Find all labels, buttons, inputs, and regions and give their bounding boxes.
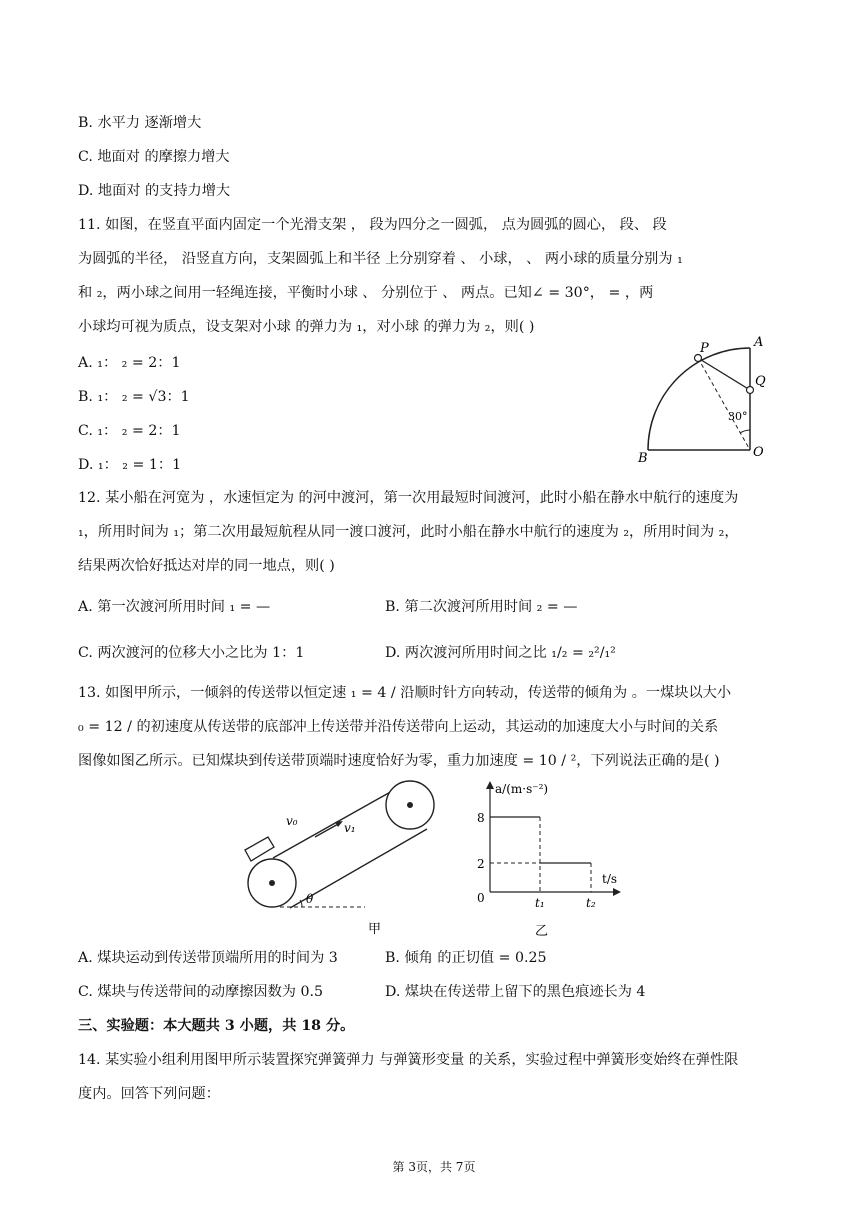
coal-block [245, 837, 274, 861]
label-y-axis: a/(m·s⁻²) [495, 782, 549, 796]
option-d-q10: D. 地面对 的支持力增大 [78, 183, 231, 199]
option-d-q11: D. ₁： ₂ = 1：1 [78, 457, 182, 473]
question-14-line1: 14. 某实验小组利用图甲所示装置探究弹簧弹力 与弹簧形变量 的关系，实验过程中弹簧形变始终在弹性限 [78, 1052, 739, 1068]
option-b-q11: B. ₁： ₂ = √3：1 [78, 389, 190, 405]
label-v1: v₁ [344, 821, 356, 835]
figure-13-jia [240, 775, 440, 940]
tick-t1: t₁ [535, 896, 545, 910]
tick-t2: t₂ [586, 896, 596, 910]
v1-arrow [315, 823, 340, 837]
option-d-q12: D. 两次渡河所用时间之比 ₁/₂ = ₂²/₁² [385, 645, 616, 661]
label-p: P [700, 341, 709, 356]
label-theta: θ [306, 892, 314, 906]
question-13-line3: 图像如图乙所示。已知煤块到传送带顶端时速度恰好为零，重力加速度 = 10 / ²，下列说法正确的是( ) [78, 753, 720, 769]
figure-13-yi [465, 775, 640, 940]
section-3-heading: 三、实验题：本大题共 3 小题，共 18 分。 [78, 1018, 355, 1034]
option-a-q13: A. 煤块运动到传送带顶端所用的时间为 3 [78, 950, 338, 966]
angle-arc [740, 430, 750, 433]
label-jia: 甲 [368, 922, 382, 937]
option-a-q11: A. ₁： ₂ = 2：1 [78, 355, 181, 371]
question-12-line1: 12. 某小船在河宽为 ，水速恒定为 的河中渡河，第一次用最短时间渡河，此时小船在静水中航行的速度为 [78, 490, 739, 506]
label-v0: v₀ [286, 814, 298, 828]
tick-0: 0 [477, 891, 485, 905]
label-o: O [753, 445, 764, 460]
option-b-q12: B. 第二次渡河所用时间 ₂ = — [385, 599, 578, 615]
label-angle: 30° [728, 410, 748, 423]
label-b: B [638, 451, 648, 465]
question-11-line1: 11. 如图，在竖直平面内固定一个光滑支架 ， 段为四分之一圆弧， 点为圆弧的圆心， 段、 段 [78, 217, 667, 233]
option-a-q12: A. 第一次渡河所用时间 ₁ = — [78, 599, 271, 615]
option-d-q13: D. 煤块在传送带上留下的黑色痕迹长为 4 [385, 984, 646, 1000]
rope-pq [698, 358, 750, 390]
question-11-line2: 为圆弧的半径， 沿竖直方向，支架圆弧上和半径 上分别穿着 、 小球， 、 两小球的质量分别为 ₁ [78, 251, 683, 267]
label-q: Q [755, 374, 766, 389]
question-12-line3: 结果两次恰好抵达对岸的同一地点，则( ) [78, 558, 335, 574]
ball-q [747, 387, 754, 394]
question-11-line4: 小球均可视为质点，设支架对小球 的弹力为 ₁，对小球 的弹力为 ₂，则( ) [78, 319, 535, 335]
option-c-q10: C. 地面对 的摩擦力增大 [78, 149, 230, 165]
label-yi: 乙 [535, 924, 549, 939]
page-footer: 第 3页，共 7页 [392, 1160, 476, 1174]
option-c-q12: C. 两次渡河的位移大小之比为 1：1 [78, 645, 305, 661]
tick-8: 8 [477, 811, 485, 825]
question-12-line2: ₁，所用时间为 ₁；第二次用最短航程从同一渡口渡河，此时小船在静水中航行的速度为 ₂，所用时间为 ₂， [78, 524, 739, 540]
question-13-line2: ₀ = 12 / 的初速度从传送带的底部冲上传送带并沿传送带向上运动，其运动的加速度大小与时间的关系 [78, 719, 719, 735]
option-c-q13: C. 煤块与传送带间的动摩擦因数为 0.5 [78, 984, 324, 1000]
dashed-po [698, 358, 750, 450]
figure-11 [630, 330, 770, 465]
question-13-line1: 13. 如图甲所示，一倾斜的传送带以恒定速 ₁ = 4 / 沿顺时针方向转动，传送带的倾角为 。一煤块以大小 [78, 685, 732, 701]
tick-2: 2 [477, 857, 485, 871]
question-11-line3: 和 ₂，两小球之间用一轻绳连接，平衡时小球 、 分别位于 、 两点。已知∠ = 30°， = ，两 [78, 285, 654, 301]
label-a: A [754, 335, 764, 350]
option-b-q13: B. 倾角 的正切值 = 0.25 [385, 950, 547, 966]
quarter-arc [648, 348, 750, 450]
question-14-line2: 度内。回答下列问题： [78, 1086, 220, 1102]
option-b-q10: B. 水平力 逐渐增大 [78, 115, 202, 131]
label-x-axis: t/s [602, 872, 618, 886]
option-c-q11: C. ₁： ₂ = 2：1 [78, 423, 181, 439]
